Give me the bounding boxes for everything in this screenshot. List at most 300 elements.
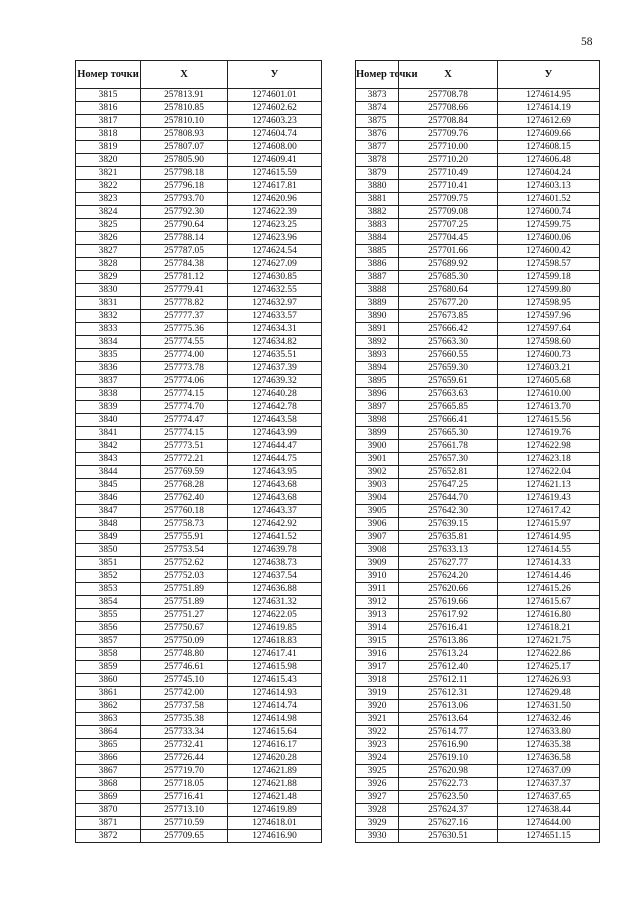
y-coordinate-cell: 1274630.85 bbox=[228, 271, 322, 284]
table-row bbox=[356, 531, 600, 544]
table-row bbox=[356, 427, 600, 440]
x-coordinate-cell: 257774.47 bbox=[141, 414, 228, 427]
table-row bbox=[356, 401, 600, 414]
point-number-cell: 3830 bbox=[76, 284, 141, 297]
x-coordinate-cell: 257642.30 bbox=[399, 505, 498, 518]
y-coordinate-cell: 1274620.28 bbox=[228, 752, 322, 765]
table-row bbox=[76, 141, 322, 154]
y-coordinate-cell: 1274602.62 bbox=[228, 102, 322, 115]
point-number-cell: 3870 bbox=[76, 804, 141, 817]
y-coordinate-cell: 1274635.51 bbox=[228, 349, 322, 362]
x-coordinate-cell: 257810.10 bbox=[141, 115, 228, 128]
table-row bbox=[76, 206, 322, 219]
x-coordinate-cell: 257760.18 bbox=[141, 505, 228, 518]
x-coordinate-cell: 257790.64 bbox=[141, 219, 228, 232]
point-number-cell: 3815 bbox=[76, 89, 141, 102]
y-coordinate-cell: 1274643.99 bbox=[228, 427, 322, 440]
table-row bbox=[356, 141, 600, 154]
x-coordinate-cell: 257623.50 bbox=[399, 791, 498, 804]
y-coordinate-cell: 1274635.38 bbox=[498, 739, 600, 752]
y-coordinate-cell: 1274644.47 bbox=[228, 440, 322, 453]
x-coordinate-cell: 257796.18 bbox=[141, 180, 228, 193]
point-number-cell: 3884 bbox=[356, 232, 399, 245]
table-row bbox=[356, 817, 600, 830]
table-row bbox=[356, 167, 600, 180]
y-coordinate-cell: 1274615.64 bbox=[228, 726, 322, 739]
point-number-cell: 3919 bbox=[356, 687, 399, 700]
point-number-cell: 3880 bbox=[356, 180, 399, 193]
table-row bbox=[356, 687, 600, 700]
point-number-cell: 3886 bbox=[356, 258, 399, 271]
table-row bbox=[76, 648, 322, 661]
point-number-cell: 3817 bbox=[76, 115, 141, 128]
y-coordinate-cell: 1274638.73 bbox=[228, 557, 322, 570]
table-row bbox=[76, 661, 322, 674]
point-number-cell: 3894 bbox=[356, 362, 399, 375]
table-row bbox=[76, 505, 322, 518]
table-row bbox=[76, 518, 322, 531]
y-coordinate-cell: 1274615.56 bbox=[498, 414, 600, 427]
y-coordinate-cell: 1274623.96 bbox=[228, 232, 322, 245]
y-coordinate-cell: 1274614.93 bbox=[228, 687, 322, 700]
table-row bbox=[356, 583, 600, 596]
table-row bbox=[356, 89, 600, 102]
y-coordinate-cell: 1274597.64 bbox=[498, 323, 600, 336]
x-coordinate-cell: 257701.66 bbox=[399, 245, 498, 258]
point-number-cell: 3927 bbox=[356, 791, 399, 804]
point-number-cell: 3840 bbox=[76, 414, 141, 427]
point-number-cell: 3824 bbox=[76, 206, 141, 219]
x-coordinate-cell: 257613.24 bbox=[399, 648, 498, 661]
table-row bbox=[76, 115, 322, 128]
x-coordinate-cell: 257666.42 bbox=[399, 323, 498, 336]
x-coordinate-cell: 257673.85 bbox=[399, 310, 498, 323]
point-number-cell: 3914 bbox=[356, 622, 399, 635]
table-row bbox=[356, 609, 600, 622]
point-number-cell: 3918 bbox=[356, 674, 399, 687]
x-coordinate-cell: 257622.73 bbox=[399, 778, 498, 791]
point-number-cell: 3851 bbox=[76, 557, 141, 570]
point-number-cell: 3835 bbox=[76, 349, 141, 362]
table-row bbox=[356, 739, 600, 752]
y-coordinate-cell: 1274617.42 bbox=[498, 505, 600, 518]
point-number-cell: 3866 bbox=[76, 752, 141, 765]
y-coordinate-cell: 1274633.57 bbox=[228, 310, 322, 323]
table-row bbox=[356, 505, 600, 518]
y-coordinate-cell: 1274621.88 bbox=[228, 778, 322, 791]
y-coordinate-cell: 1274615.26 bbox=[498, 583, 600, 596]
x-coordinate-cell: 257746.61 bbox=[141, 661, 228, 674]
point-number-cell: 3921 bbox=[356, 713, 399, 726]
point-number-cell: 3865 bbox=[76, 739, 141, 752]
table-row bbox=[76, 193, 322, 206]
y-coordinate-cell: 1274625.17 bbox=[498, 661, 600, 674]
y-coordinate-cell: 1274614.98 bbox=[228, 713, 322, 726]
x-coordinate-cell: 257617.92 bbox=[399, 609, 498, 622]
y-coordinate-cell: 1274643.95 bbox=[228, 466, 322, 479]
x-coordinate-cell: 257709.08 bbox=[399, 206, 498, 219]
table-row bbox=[356, 557, 600, 570]
table-row bbox=[76, 479, 322, 492]
point-number-cell: 3902 bbox=[356, 466, 399, 479]
y-coordinate-cell: 1274618.83 bbox=[228, 635, 322, 648]
table-row bbox=[356, 791, 600, 804]
y-coordinate-cell: 1274612.69 bbox=[498, 115, 600, 128]
point-number-cell: 3846 bbox=[76, 492, 141, 505]
point-number-cell: 3891 bbox=[356, 323, 399, 336]
y-coordinate-cell: 1274616.17 bbox=[228, 739, 322, 752]
point-number-cell: 3836 bbox=[76, 362, 141, 375]
x-coordinate-cell: 257652.81 bbox=[399, 466, 498, 479]
x-coordinate-cell: 257707.25 bbox=[399, 219, 498, 232]
x-coordinate-cell: 257752.03 bbox=[141, 570, 228, 583]
table-row bbox=[76, 284, 322, 297]
table-row bbox=[76, 687, 322, 700]
point-number-cell: 3896 bbox=[356, 388, 399, 401]
point-number-cell: 3818 bbox=[76, 128, 141, 141]
point-number-cell: 3837 bbox=[76, 375, 141, 388]
table-row bbox=[76, 570, 322, 583]
point-number-cell: 3892 bbox=[356, 336, 399, 349]
point-number-cell: 3911 bbox=[356, 583, 399, 596]
point-number-cell: 3860 bbox=[76, 674, 141, 687]
table-row bbox=[76, 310, 322, 323]
x-coordinate-cell: 257708.84 bbox=[399, 115, 498, 128]
point-number-cell: 3916 bbox=[356, 648, 399, 661]
table-row bbox=[76, 726, 322, 739]
y-coordinate-cell: 1274619.43 bbox=[498, 492, 600, 505]
table-row bbox=[356, 336, 600, 349]
x-coordinate-cell: 257613.64 bbox=[399, 713, 498, 726]
y-coordinate-cell: 1274613.70 bbox=[498, 401, 600, 414]
y-coordinate-cell: 1274651.15 bbox=[498, 830, 600, 843]
y-coordinate-cell: 1274638.44 bbox=[498, 804, 600, 817]
point-number-cell: 3843 bbox=[76, 453, 141, 466]
table-row bbox=[356, 349, 600, 362]
point-number-cell: 3841 bbox=[76, 427, 141, 440]
x-coordinate-cell: 257784.38 bbox=[141, 258, 228, 271]
x-coordinate-cell: 257777.37 bbox=[141, 310, 228, 323]
x-coordinate-cell: 257716.41 bbox=[141, 791, 228, 804]
y-coordinate-cell: 1274637.39 bbox=[228, 362, 322, 375]
point-number-cell: 3930 bbox=[356, 830, 399, 843]
table-row bbox=[76, 336, 322, 349]
header-point-number: Номер точки bbox=[356, 61, 399, 89]
x-coordinate-cell: 257753.54 bbox=[141, 544, 228, 557]
table-row bbox=[356, 323, 600, 336]
point-number-cell: 3831 bbox=[76, 297, 141, 310]
table-row bbox=[76, 752, 322, 765]
x-coordinate-cell: 257769.59 bbox=[141, 466, 228, 479]
point-number-cell: 3923 bbox=[356, 739, 399, 752]
point-number-cell: 3820 bbox=[76, 154, 141, 167]
table-row bbox=[76, 414, 322, 427]
point-number-cell: 3826 bbox=[76, 232, 141, 245]
point-number-cell: 3821 bbox=[76, 167, 141, 180]
point-number-cell: 3845 bbox=[76, 479, 141, 492]
y-coordinate-cell: 1274619.89 bbox=[228, 804, 322, 817]
x-coordinate-cell: 257750.09 bbox=[141, 635, 228, 648]
x-coordinate-cell: 257620.98 bbox=[399, 765, 498, 778]
point-number-cell: 3926 bbox=[356, 778, 399, 791]
y-coordinate-cell: 1274615.43 bbox=[228, 674, 322, 687]
header-y: У bbox=[228, 61, 322, 89]
point-number-cell: 3887 bbox=[356, 271, 399, 284]
table-row bbox=[356, 713, 600, 726]
y-coordinate-cell: 1274599.80 bbox=[498, 284, 600, 297]
table-row bbox=[76, 362, 322, 375]
y-coordinate-cell: 1274604.74 bbox=[228, 128, 322, 141]
point-number-cell: 3834 bbox=[76, 336, 141, 349]
x-coordinate-cell: 257713.10 bbox=[141, 804, 228, 817]
table-row bbox=[76, 102, 322, 115]
x-coordinate-cell: 257751.89 bbox=[141, 596, 228, 609]
point-number-cell: 3924 bbox=[356, 752, 399, 765]
x-coordinate-cell: 257635.81 bbox=[399, 531, 498, 544]
y-coordinate-cell: 1274642.78 bbox=[228, 401, 322, 414]
y-coordinate-cell: 1274624.54 bbox=[228, 245, 322, 258]
y-coordinate-cell: 1274614.74 bbox=[228, 700, 322, 713]
point-number-cell: 3861 bbox=[76, 687, 141, 700]
y-coordinate-cell: 1274598.57 bbox=[498, 258, 600, 271]
table-row bbox=[356, 518, 600, 531]
x-coordinate-cell: 257781.12 bbox=[141, 271, 228, 284]
x-coordinate-cell: 257774.15 bbox=[141, 388, 228, 401]
x-coordinate-cell: 257627.16 bbox=[399, 817, 498, 830]
table-row bbox=[356, 622, 600, 635]
table-row bbox=[356, 570, 600, 583]
table-row bbox=[76, 635, 322, 648]
x-coordinate-cell: 257620.66 bbox=[399, 583, 498, 596]
point-number-cell: 3823 bbox=[76, 193, 141, 206]
x-coordinate-cell: 257719.70 bbox=[141, 765, 228, 778]
x-coordinate-cell: 257772.21 bbox=[141, 453, 228, 466]
x-coordinate-cell: 257704.45 bbox=[399, 232, 498, 245]
point-number-cell: 3867 bbox=[76, 765, 141, 778]
table-row bbox=[76, 440, 322, 453]
table-row bbox=[76, 492, 322, 505]
x-coordinate-cell: 257659.61 bbox=[399, 375, 498, 388]
table-row bbox=[356, 258, 600, 271]
point-number-cell: 3929 bbox=[356, 817, 399, 830]
table-row bbox=[76, 765, 322, 778]
y-coordinate-cell: 1274609.41 bbox=[228, 154, 322, 167]
x-coordinate-cell: 257665.85 bbox=[399, 401, 498, 414]
point-number-cell: 3882 bbox=[356, 206, 399, 219]
y-coordinate-cell: 1274623.18 bbox=[498, 453, 600, 466]
y-coordinate-cell: 1274615.67 bbox=[498, 596, 600, 609]
point-number-cell: 3888 bbox=[356, 284, 399, 297]
point-number-cell: 3857 bbox=[76, 635, 141, 648]
y-coordinate-cell: 1274614.95 bbox=[498, 531, 600, 544]
point-number-cell: 3839 bbox=[76, 401, 141, 414]
table-row bbox=[356, 661, 600, 674]
point-number-cell: 3833 bbox=[76, 323, 141, 336]
x-coordinate-cell: 257808.93 bbox=[141, 128, 228, 141]
y-coordinate-cell: 1274632.46 bbox=[498, 713, 600, 726]
y-coordinate-cell: 1274641.52 bbox=[228, 531, 322, 544]
point-number-cell: 3915 bbox=[356, 635, 399, 648]
y-coordinate-cell: 1274601.52 bbox=[498, 193, 600, 206]
y-coordinate-cell: 1274621.13 bbox=[498, 479, 600, 492]
point-number-cell: 3856 bbox=[76, 622, 141, 635]
y-coordinate-cell: 1274599.18 bbox=[498, 271, 600, 284]
y-coordinate-cell: 1274642.92 bbox=[228, 518, 322, 531]
x-coordinate-cell: 257661.78 bbox=[399, 440, 498, 453]
point-number-cell: 3907 bbox=[356, 531, 399, 544]
x-coordinate-cell: 257792.30 bbox=[141, 206, 228, 219]
table-row bbox=[76, 804, 322, 817]
y-coordinate-cell: 1274621.89 bbox=[228, 765, 322, 778]
point-number-cell: 3849 bbox=[76, 531, 141, 544]
x-coordinate-cell: 257758.73 bbox=[141, 518, 228, 531]
x-coordinate-cell: 257735.38 bbox=[141, 713, 228, 726]
x-coordinate-cell: 257710.59 bbox=[141, 817, 228, 830]
y-coordinate-cell: 1274622.05 bbox=[228, 609, 322, 622]
table-row bbox=[76, 791, 322, 804]
x-coordinate-cell: 257745.10 bbox=[141, 674, 228, 687]
table-row bbox=[76, 128, 322, 141]
table-row bbox=[76, 817, 322, 830]
table-row bbox=[76, 557, 322, 570]
x-coordinate-cell: 257633.13 bbox=[399, 544, 498, 557]
table-row bbox=[76, 609, 322, 622]
table-row bbox=[356, 154, 600, 167]
y-coordinate-cell: 1274600.06 bbox=[498, 232, 600, 245]
table-row bbox=[76, 232, 322, 245]
table-row bbox=[356, 492, 600, 505]
x-coordinate-cell: 257710.49 bbox=[399, 167, 498, 180]
point-number-cell: 3868 bbox=[76, 778, 141, 791]
table-row bbox=[76, 297, 322, 310]
point-number-cell: 3922 bbox=[356, 726, 399, 739]
table-row bbox=[76, 219, 322, 232]
table-row bbox=[356, 726, 600, 739]
x-coordinate-cell: 257660.55 bbox=[399, 349, 498, 362]
table-row bbox=[76, 167, 322, 180]
table-row bbox=[76, 739, 322, 752]
table-row bbox=[356, 219, 600, 232]
y-coordinate-cell: 1274636.58 bbox=[498, 752, 600, 765]
y-coordinate-cell: 1274616.90 bbox=[228, 830, 322, 843]
x-coordinate-cell: 257666.41 bbox=[399, 414, 498, 427]
point-number-cell: 3871 bbox=[76, 817, 141, 830]
table-row bbox=[76, 401, 322, 414]
x-coordinate-cell: 257624.20 bbox=[399, 570, 498, 583]
table-row bbox=[356, 388, 600, 401]
y-coordinate-cell: 1274637.65 bbox=[498, 791, 600, 804]
point-number-cell: 3864 bbox=[76, 726, 141, 739]
point-number-cell: 3828 bbox=[76, 258, 141, 271]
x-coordinate-cell: 257775.36 bbox=[141, 323, 228, 336]
point-number-cell: 3829 bbox=[76, 271, 141, 284]
x-coordinate-cell: 257613.06 bbox=[399, 700, 498, 713]
y-coordinate-cell: 1274634.31 bbox=[228, 323, 322, 336]
point-number-cell: 3928 bbox=[356, 804, 399, 817]
x-coordinate-cell: 257709.76 bbox=[399, 128, 498, 141]
table-body-left bbox=[76, 89, 322, 843]
table-row bbox=[356, 453, 600, 466]
table-row bbox=[356, 284, 600, 297]
y-coordinate-cell: 1274622.86 bbox=[498, 648, 600, 661]
x-coordinate-cell: 257639.15 bbox=[399, 518, 498, 531]
point-number-cell: 3883 bbox=[356, 219, 399, 232]
point-number-cell: 3844 bbox=[76, 466, 141, 479]
y-coordinate-cell: 1274634.82 bbox=[228, 336, 322, 349]
x-coordinate-cell: 257685.30 bbox=[399, 271, 498, 284]
x-coordinate-cell: 257751.89 bbox=[141, 583, 228, 596]
table-row bbox=[76, 466, 322, 479]
y-coordinate-cell: 1274644.75 bbox=[228, 453, 322, 466]
y-coordinate-cell: 1274610.00 bbox=[498, 388, 600, 401]
table-row bbox=[76, 349, 322, 362]
point-number-cell: 3858 bbox=[76, 648, 141, 661]
table-row bbox=[356, 466, 600, 479]
table-header-row bbox=[76, 61, 322, 89]
table-row bbox=[76, 830, 322, 843]
table-row bbox=[356, 596, 600, 609]
y-coordinate-cell: 1274623.25 bbox=[228, 219, 322, 232]
y-coordinate-cell: 1274601.01 bbox=[228, 89, 322, 102]
point-number-cell: 3917 bbox=[356, 661, 399, 674]
y-coordinate-cell: 1274614.19 bbox=[498, 102, 600, 115]
y-coordinate-cell: 1274615.59 bbox=[228, 167, 322, 180]
table-row bbox=[356, 232, 600, 245]
y-coordinate-cell: 1274632.55 bbox=[228, 284, 322, 297]
table-row bbox=[356, 635, 600, 648]
x-coordinate-cell: 257810.85 bbox=[141, 102, 228, 115]
point-number-cell: 3908 bbox=[356, 544, 399, 557]
table-row bbox=[356, 271, 600, 284]
table-row bbox=[356, 648, 600, 661]
x-coordinate-cell: 257787.05 bbox=[141, 245, 228, 258]
table-row bbox=[356, 700, 600, 713]
x-coordinate-cell: 257807.07 bbox=[141, 141, 228, 154]
table-row bbox=[356, 804, 600, 817]
x-coordinate-cell: 257805.90 bbox=[141, 154, 228, 167]
point-number-cell: 3889 bbox=[356, 297, 399, 310]
x-coordinate-cell: 257613.86 bbox=[399, 635, 498, 648]
table-row bbox=[356, 778, 600, 791]
point-number-cell: 3862 bbox=[76, 700, 141, 713]
y-coordinate-cell: 1274619.85 bbox=[228, 622, 322, 635]
x-coordinate-cell: 257616.90 bbox=[399, 739, 498, 752]
point-number-cell: 3852 bbox=[76, 570, 141, 583]
table-row bbox=[356, 206, 600, 219]
x-coordinate-cell: 257737.58 bbox=[141, 700, 228, 713]
table-row bbox=[76, 544, 322, 557]
table-row bbox=[356, 245, 600, 258]
point-number-cell: 3873 bbox=[356, 89, 399, 102]
table-row bbox=[356, 128, 600, 141]
y-coordinate-cell: 1274620.96 bbox=[228, 193, 322, 206]
y-coordinate-cell: 1274622.39 bbox=[228, 206, 322, 219]
x-coordinate-cell: 257677.20 bbox=[399, 297, 498, 310]
x-coordinate-cell: 257748.80 bbox=[141, 648, 228, 661]
table-row bbox=[356, 362, 600, 375]
x-coordinate-cell: 257627.77 bbox=[399, 557, 498, 570]
point-number-cell: 3901 bbox=[356, 453, 399, 466]
x-coordinate-cell: 257793.70 bbox=[141, 193, 228, 206]
x-coordinate-cell: 257710.00 bbox=[399, 141, 498, 154]
y-coordinate-cell: 1274643.37 bbox=[228, 505, 322, 518]
table-row bbox=[76, 271, 322, 284]
y-coordinate-cell: 1274626.93 bbox=[498, 674, 600, 687]
point-number-cell: 3874 bbox=[356, 102, 399, 115]
point-number-cell: 3877 bbox=[356, 141, 399, 154]
y-coordinate-cell: 1274600.42 bbox=[498, 245, 600, 258]
table-row bbox=[356, 674, 600, 687]
